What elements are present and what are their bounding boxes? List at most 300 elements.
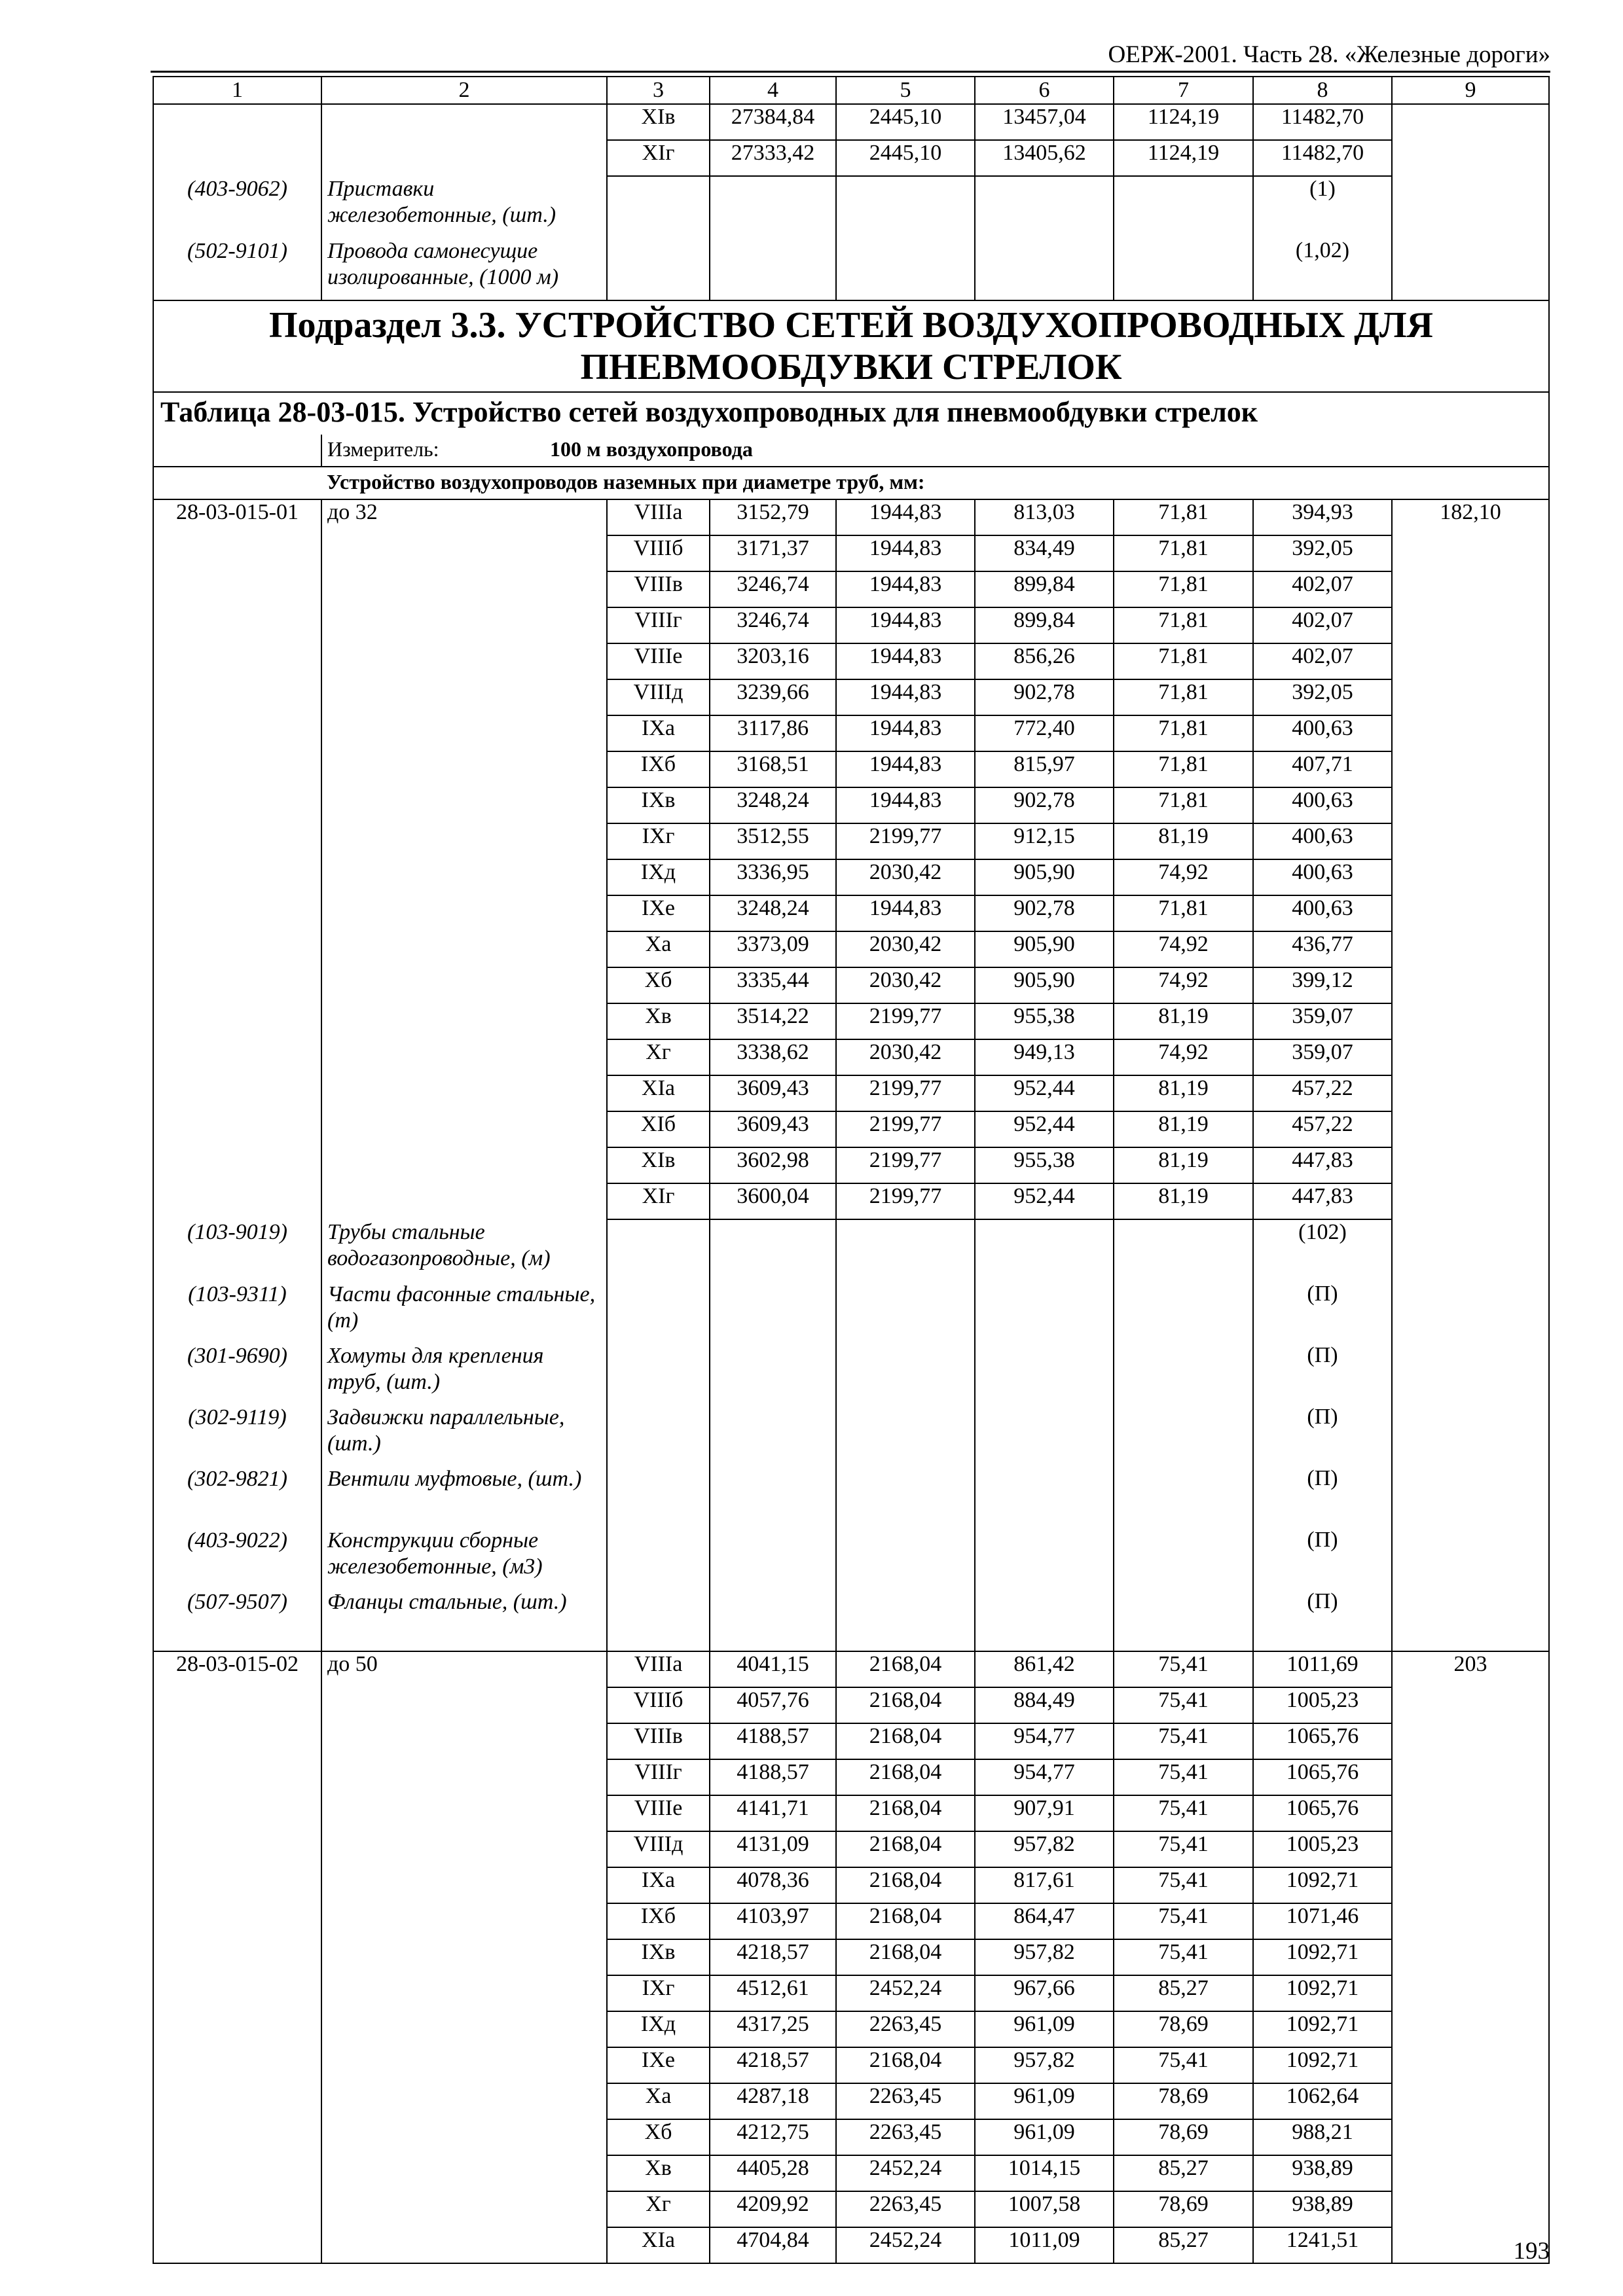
rate-value: 457,22 bbox=[1253, 1111, 1392, 1147]
rate-name bbox=[321, 104, 607, 140]
rate-value: 1092,71 bbox=[1253, 1867, 1392, 1903]
resource-row bbox=[153, 1528, 1549, 1589]
rate-value: IXг bbox=[607, 1975, 710, 2011]
rate-value: 3246,74 bbox=[710, 571, 836, 607]
rate-name bbox=[321, 535, 607, 571]
resource-name: Конструкции сборные железобетонные, (м3) bbox=[321, 1528, 607, 1589]
rate-row bbox=[153, 2047, 1549, 2083]
rate-value: 1944,83 bbox=[836, 715, 975, 751]
empty-cell bbox=[1114, 238, 1253, 300]
rate-name bbox=[321, 1147, 607, 1183]
resource-value: (П) bbox=[1253, 1589, 1392, 1651]
rate-col9 bbox=[1392, 2047, 1549, 2083]
measurer-label: Измеритель: bbox=[327, 437, 439, 461]
empty-cell bbox=[975, 1528, 1114, 1589]
rate-row bbox=[153, 1795, 1549, 1831]
rate-name bbox=[321, 140, 607, 176]
rate-value: 4188,57 bbox=[710, 1723, 836, 1759]
rate-row bbox=[153, 967, 1549, 1003]
rate-value: 2168,04 bbox=[836, 1903, 975, 1939]
empty-cell bbox=[1392, 1589, 1549, 1651]
empty-cell bbox=[975, 176, 1114, 238]
rate-value: 967,66 bbox=[975, 1975, 1114, 2011]
rate-code bbox=[153, 715, 321, 751]
rate-value: 2030,42 bbox=[836, 931, 975, 967]
rate-col9 bbox=[1392, 1687, 1549, 1723]
rate-value: 74,92 bbox=[1114, 967, 1253, 1003]
rate-value: 3117,86 bbox=[710, 715, 836, 751]
rate-value: 1944,83 bbox=[836, 535, 975, 571]
rate-value: 4103,97 bbox=[710, 1903, 836, 1939]
rate-col9 bbox=[1392, 104, 1549, 140]
rate-value: 3600,04 bbox=[710, 1183, 836, 1219]
rate-row bbox=[153, 1687, 1549, 1723]
rate-value: 815,97 bbox=[975, 751, 1114, 787]
rate-value: 3248,24 bbox=[710, 787, 836, 823]
rate-row bbox=[153, 1003, 1549, 1039]
rate-name bbox=[321, 2119, 607, 2155]
rate-value: 75,41 bbox=[1114, 1939, 1253, 1975]
rate-value: 856,26 bbox=[975, 643, 1114, 679]
rate-code bbox=[153, 1759, 321, 1795]
rate-value: 1944,83 bbox=[836, 679, 975, 715]
rate-value: 3239,66 bbox=[710, 679, 836, 715]
rate-code bbox=[153, 2083, 321, 2119]
rate-code bbox=[153, 679, 321, 715]
resource-value: (1,02) bbox=[1253, 238, 1392, 300]
empty-cell bbox=[1114, 1405, 1253, 1466]
rate-value: 1944,83 bbox=[836, 607, 975, 643]
rate-value: 400,63 bbox=[1253, 787, 1392, 823]
empty-cell bbox=[836, 1466, 975, 1528]
empty-cell bbox=[975, 1343, 1114, 1405]
empty-cell bbox=[710, 1405, 836, 1466]
rate-value: 13457,04 bbox=[975, 104, 1114, 140]
resource-code: (502-9101) bbox=[153, 238, 321, 300]
rate-value: 402,07 bbox=[1253, 643, 1392, 679]
rate-value: 71,81 bbox=[1114, 643, 1253, 679]
resource-name: Вентили муфтовые, (шт.) bbox=[321, 1466, 607, 1528]
rate-col9 bbox=[1392, 1075, 1549, 1111]
empty-cell bbox=[975, 1405, 1114, 1466]
resource-name: Фланцы стальные, (шт.) bbox=[321, 1589, 607, 1651]
rate-value: 78,69 bbox=[1114, 2011, 1253, 2047]
rate-value: 85,27 bbox=[1114, 2227, 1253, 2263]
rate-row bbox=[153, 2155, 1549, 2191]
rate-row bbox=[153, 1039, 1549, 1075]
rate-row bbox=[153, 1831, 1549, 1867]
measurer-spacer bbox=[153, 435, 321, 467]
rate-col9 bbox=[1392, 1039, 1549, 1075]
rate-value: 4218,57 bbox=[710, 1939, 836, 1975]
rate-value: 4131,09 bbox=[710, 1831, 836, 1867]
rate-row bbox=[153, 1147, 1549, 1183]
rate-value: 400,63 bbox=[1253, 823, 1392, 859]
rate-value: 400,63 bbox=[1253, 895, 1392, 931]
rate-value: 834,49 bbox=[975, 535, 1114, 571]
rate-name bbox=[321, 787, 607, 823]
rate-value: 2445,10 bbox=[836, 140, 975, 176]
rate-name bbox=[321, 1831, 607, 1867]
rate-value: 2199,77 bbox=[836, 1075, 975, 1111]
rate-col9 bbox=[1392, 1903, 1549, 1939]
empty-cell bbox=[710, 1589, 836, 1651]
rate-col9 bbox=[1392, 859, 1549, 895]
rate-value: 954,77 bbox=[975, 1723, 1114, 1759]
rate-value: 988,21 bbox=[1253, 2119, 1392, 2155]
rate-value: 938,89 bbox=[1253, 2155, 1392, 2191]
empty-cell bbox=[836, 1405, 975, 1466]
rate-value: 3246,74 bbox=[710, 607, 836, 643]
rate-value: 4287,18 bbox=[710, 2083, 836, 2119]
subtitle-row bbox=[153, 467, 1549, 499]
rate-value: 75,41 bbox=[1114, 1903, 1253, 1939]
rate-name bbox=[321, 715, 607, 751]
rate-value: XIг bbox=[607, 1183, 710, 1219]
rate-col9 bbox=[1392, 2155, 1549, 2191]
rate-value: 85,27 bbox=[1114, 2155, 1253, 2191]
rate-value: 81,19 bbox=[1114, 1147, 1253, 1183]
rate-value: 394,93 bbox=[1253, 499, 1392, 535]
rate-code bbox=[153, 140, 321, 176]
rate-name bbox=[321, 1723, 607, 1759]
rate-value: 13405,62 bbox=[975, 140, 1114, 176]
rate-col9 bbox=[1392, 1831, 1549, 1867]
rate-code bbox=[153, 2155, 321, 2191]
rate-code bbox=[153, 104, 321, 140]
rate-row bbox=[153, 895, 1549, 931]
resource-value: (102) bbox=[1253, 1219, 1392, 1282]
rate-value: 2263,45 bbox=[836, 2083, 975, 2119]
rate-value: 1241,51 bbox=[1253, 2227, 1392, 2263]
rate-value: 74,92 bbox=[1114, 931, 1253, 967]
rate-value: Xг bbox=[607, 1039, 710, 1075]
resource-value: (П) bbox=[1253, 1466, 1392, 1528]
rate-row bbox=[153, 1183, 1549, 1219]
empty-cell bbox=[710, 1343, 836, 1405]
rate-value: 1944,83 bbox=[836, 787, 975, 823]
rate-value: XIв bbox=[607, 1147, 710, 1183]
rate-row bbox=[153, 2011, 1549, 2047]
rate-value: 884,49 bbox=[975, 1687, 1114, 1723]
rate-value: 1092,71 bbox=[1253, 2011, 1392, 2047]
empty-cell bbox=[607, 238, 710, 300]
rate-value: 75,41 bbox=[1114, 1759, 1253, 1795]
rate-row bbox=[153, 535, 1549, 571]
empty-cell bbox=[1392, 1343, 1549, 1405]
rate-value: 1944,83 bbox=[836, 751, 975, 787]
empty-cell bbox=[607, 1405, 710, 1466]
resource-code: (302-9119) bbox=[153, 1405, 321, 1466]
rate-value: 11482,70 bbox=[1253, 104, 1392, 140]
rate-col9 bbox=[1392, 535, 1549, 571]
empty-cell bbox=[1392, 1405, 1549, 1466]
rate-col9 bbox=[1392, 931, 1549, 967]
rate-row bbox=[153, 2191, 1549, 2227]
rate-value: 1065,76 bbox=[1253, 1723, 1392, 1759]
rate-name bbox=[321, 571, 607, 607]
rate-value: 952,44 bbox=[975, 1111, 1114, 1147]
rate-value: 81,19 bbox=[1114, 1111, 1253, 1147]
rate-value: IXб bbox=[607, 751, 710, 787]
rate-value: VIIIе bbox=[607, 1795, 710, 1831]
resource-code: (403-9062) bbox=[153, 176, 321, 238]
rate-value: 399,12 bbox=[1253, 967, 1392, 1003]
rate-value: 2168,04 bbox=[836, 1795, 975, 1831]
rate-code bbox=[153, 643, 321, 679]
rate-value: IXв bbox=[607, 1939, 710, 1975]
rate-name bbox=[321, 1867, 607, 1903]
rate-value: IXа bbox=[607, 1867, 710, 1903]
rate-name bbox=[321, 679, 607, 715]
rate-value: 3248,24 bbox=[710, 895, 836, 931]
rate-value: 81,19 bbox=[1114, 823, 1253, 859]
empty-cell bbox=[710, 238, 836, 300]
rate-value: 2168,04 bbox=[836, 1723, 975, 1759]
empty-cell bbox=[710, 1219, 836, 1282]
rate-value: IXа bbox=[607, 715, 710, 751]
rate-value: 78,69 bbox=[1114, 2083, 1253, 2119]
rate-col9 bbox=[1392, 607, 1549, 643]
rate-name bbox=[321, 1903, 607, 1939]
rate-code bbox=[153, 1795, 321, 1831]
rate-value: VIIIв bbox=[607, 571, 710, 607]
column-number: 5 bbox=[836, 77, 975, 104]
rate-value: 392,05 bbox=[1253, 679, 1392, 715]
rate-value: IXд bbox=[607, 2011, 710, 2047]
rate-value: 905,90 bbox=[975, 859, 1114, 895]
empty-cell bbox=[710, 1282, 836, 1343]
rate-value: 3336,95 bbox=[710, 859, 836, 895]
rate-value: 905,90 bbox=[975, 931, 1114, 967]
rate-value: Xб bbox=[607, 2119, 710, 2155]
resource-row bbox=[153, 1589, 1549, 1651]
rate-value: IXг bbox=[607, 823, 710, 859]
column-number: 6 bbox=[975, 77, 1114, 104]
rate-row bbox=[153, 859, 1549, 895]
empty-cell bbox=[1114, 1343, 1253, 1405]
empty-cell bbox=[836, 1343, 975, 1405]
header-rule bbox=[151, 71, 1550, 73]
empty-cell bbox=[975, 1466, 1114, 1528]
column-number: 2 bbox=[321, 77, 607, 104]
rate-code bbox=[153, 1903, 321, 1939]
rate-code bbox=[153, 1831, 321, 1867]
rate-value: 952,44 bbox=[975, 1183, 1114, 1219]
rate-row bbox=[153, 1075, 1549, 1111]
rate-name: до 50 bbox=[321, 1651, 607, 1687]
empty-cell bbox=[1392, 238, 1549, 300]
rate-value: 2168,04 bbox=[836, 1687, 975, 1723]
rate-value: 2199,77 bbox=[836, 1183, 975, 1219]
rate-name bbox=[321, 1003, 607, 1039]
rate-row bbox=[153, 104, 1549, 140]
resource-code: (103-9019) bbox=[153, 1219, 321, 1282]
rate-value: 3602,98 bbox=[710, 1147, 836, 1183]
resource-code: (301-9690) bbox=[153, 1343, 321, 1405]
section-title: Подраздел 3.3. УСТРОЙСТВО СЕТЕЙ ВОЗДУХОПРОВОДНЫХ ДЛЯ ПНЕВМООБДУВКИ СТРЕЛОК bbox=[153, 300, 1549, 392]
rate-col9 bbox=[1392, 895, 1549, 931]
rate-value: 2199,77 bbox=[836, 1003, 975, 1039]
resource-name: Приставки железобетонные, (шт.) bbox=[321, 176, 607, 238]
rate-value: 447,83 bbox=[1253, 1183, 1392, 1219]
rate-row bbox=[153, 1723, 1549, 1759]
rate-row bbox=[153, 2227, 1549, 2263]
rate-value: 1092,71 bbox=[1253, 1939, 1392, 1975]
rate-code bbox=[153, 967, 321, 1003]
rate-value: 71,81 bbox=[1114, 787, 1253, 823]
rate-row bbox=[153, 2083, 1549, 2119]
table-title-row bbox=[153, 392, 1549, 435]
rate-value: 1124,19 bbox=[1114, 104, 1253, 140]
rate-name bbox=[321, 931, 607, 967]
rate-value: 3335,44 bbox=[710, 967, 836, 1003]
rate-value: 957,82 bbox=[975, 1831, 1114, 1867]
empty-cell bbox=[1114, 1466, 1253, 1528]
resource-row bbox=[153, 176, 1549, 238]
rate-row bbox=[153, 715, 1549, 751]
rate-row bbox=[153, 1867, 1549, 1903]
rate-col9: 182,10 bbox=[1392, 499, 1549, 535]
rate-value: 447,83 bbox=[1253, 1147, 1392, 1183]
rate-value: Xв bbox=[607, 1003, 710, 1039]
empty-cell bbox=[1114, 1528, 1253, 1589]
measurer-row bbox=[153, 435, 1549, 467]
rate-name bbox=[321, 823, 607, 859]
rate-col9 bbox=[1392, 751, 1549, 787]
rate-row bbox=[153, 1111, 1549, 1147]
rate-col9 bbox=[1392, 715, 1549, 751]
empty-cell bbox=[607, 1589, 710, 1651]
rate-value: 1005,23 bbox=[1253, 1687, 1392, 1723]
empty-cell bbox=[710, 176, 836, 238]
empty-cell bbox=[836, 1528, 975, 1589]
rate-value: 457,22 bbox=[1253, 1075, 1392, 1111]
rate-name bbox=[321, 1939, 607, 1975]
empty-cell bbox=[836, 176, 975, 238]
rate-value: 407,71 bbox=[1253, 751, 1392, 787]
rate-row bbox=[153, 1975, 1549, 2011]
rate-name bbox=[321, 1795, 607, 1831]
rate-value: 402,07 bbox=[1253, 571, 1392, 607]
rate-value: 938,89 bbox=[1253, 2191, 1392, 2227]
rate-value: 902,78 bbox=[975, 787, 1114, 823]
rate-value: XIб bbox=[607, 1111, 710, 1147]
rate-value: 78,69 bbox=[1114, 2191, 1253, 2227]
rate-value: 71,81 bbox=[1114, 607, 1253, 643]
rate-value: 955,38 bbox=[975, 1147, 1114, 1183]
rate-name bbox=[321, 1687, 607, 1723]
rate-value: 1071,46 bbox=[1253, 1903, 1392, 1939]
resource-row bbox=[153, 1282, 1549, 1343]
rate-name bbox=[321, 1975, 607, 2011]
rate-value: Xг bbox=[607, 2191, 710, 2227]
rate-value: 899,84 bbox=[975, 571, 1114, 607]
rate-row bbox=[153, 2119, 1549, 2155]
rate-value: 71,81 bbox=[1114, 751, 1253, 787]
rate-col9 bbox=[1392, 140, 1549, 176]
rate-name bbox=[321, 607, 607, 643]
rate-code bbox=[153, 2119, 321, 2155]
rate-name bbox=[321, 1111, 607, 1147]
rate-value: 75,41 bbox=[1114, 1723, 1253, 1759]
rate-value: 4212,75 bbox=[710, 2119, 836, 2155]
rate-value: IXб bbox=[607, 1903, 710, 1939]
rate-value: 71,81 bbox=[1114, 895, 1253, 931]
rate-row bbox=[153, 607, 1549, 643]
rate-row bbox=[153, 1939, 1549, 1975]
rate-name bbox=[321, 1075, 607, 1111]
rate-code bbox=[153, 1183, 321, 1219]
resource-value: (1) bbox=[1253, 176, 1392, 238]
resource-value: (П) bbox=[1253, 1528, 1392, 1589]
rate-value: VIIIб bbox=[607, 535, 710, 571]
rate-value: 4512,61 bbox=[710, 1975, 836, 2011]
rate-row bbox=[153, 1903, 1549, 1939]
rate-value: 436,77 bbox=[1253, 931, 1392, 967]
rate-value: 2168,04 bbox=[836, 1831, 975, 1867]
empty-cell bbox=[1114, 1219, 1253, 1282]
rate-col9 bbox=[1392, 1147, 1549, 1183]
rate-value: 1944,83 bbox=[836, 571, 975, 607]
rate-value: IXв bbox=[607, 787, 710, 823]
rate-value: 75,41 bbox=[1114, 1795, 1253, 1831]
rate-name bbox=[321, 1183, 607, 1219]
rate-value: 1011,69 bbox=[1253, 1651, 1392, 1687]
column-number-row bbox=[153, 77, 1549, 104]
resource-value: (П) bbox=[1253, 1343, 1392, 1405]
rate-col9 bbox=[1392, 1759, 1549, 1795]
rate-value: 402,07 bbox=[1253, 607, 1392, 643]
rate-code: 28-03-015-02 bbox=[153, 1651, 321, 1687]
rate-name bbox=[321, 1759, 607, 1795]
rate-code bbox=[153, 1687, 321, 1723]
rate-value: 2452,24 bbox=[836, 2227, 975, 2263]
rate-row bbox=[153, 1759, 1549, 1795]
rate-value: 2030,42 bbox=[836, 1039, 975, 1075]
rate-value: 905,90 bbox=[975, 967, 1114, 1003]
rate-value: 912,15 bbox=[975, 823, 1114, 859]
column-number: 4 bbox=[710, 77, 836, 104]
empty-cell bbox=[1114, 1589, 1253, 1651]
rate-row bbox=[153, 787, 1549, 823]
rate-value: 899,84 bbox=[975, 607, 1114, 643]
subtitle-spacer bbox=[153, 467, 321, 499]
rate-value: 957,82 bbox=[975, 2047, 1114, 2083]
measurer bbox=[321, 435, 1549, 467]
rate-value: 400,63 bbox=[1253, 859, 1392, 895]
rate-value: 3171,37 bbox=[710, 535, 836, 571]
column-number: 1 bbox=[153, 77, 321, 104]
measurer-value: 100 м воздухопровода bbox=[550, 437, 753, 461]
rate-value: 11482,70 bbox=[1253, 140, 1392, 176]
column-number: 3 bbox=[607, 77, 710, 104]
rate-row bbox=[153, 140, 1549, 176]
empty-cell bbox=[710, 1466, 836, 1528]
rate-value: 772,40 bbox=[975, 715, 1114, 751]
rate-code bbox=[153, 535, 321, 571]
rate-value: 75,41 bbox=[1114, 1687, 1253, 1723]
rate-value: 2168,04 bbox=[836, 1759, 975, 1795]
rate-value: 4209,92 bbox=[710, 2191, 836, 2227]
empty-cell bbox=[1114, 176, 1253, 238]
column-number: 8 bbox=[1253, 77, 1392, 104]
rate-value: 3168,51 bbox=[710, 751, 836, 787]
rate-value: XIв bbox=[607, 104, 710, 140]
rate-code bbox=[153, 931, 321, 967]
column-number: 9 bbox=[1392, 77, 1549, 104]
rate-code bbox=[153, 2011, 321, 2047]
